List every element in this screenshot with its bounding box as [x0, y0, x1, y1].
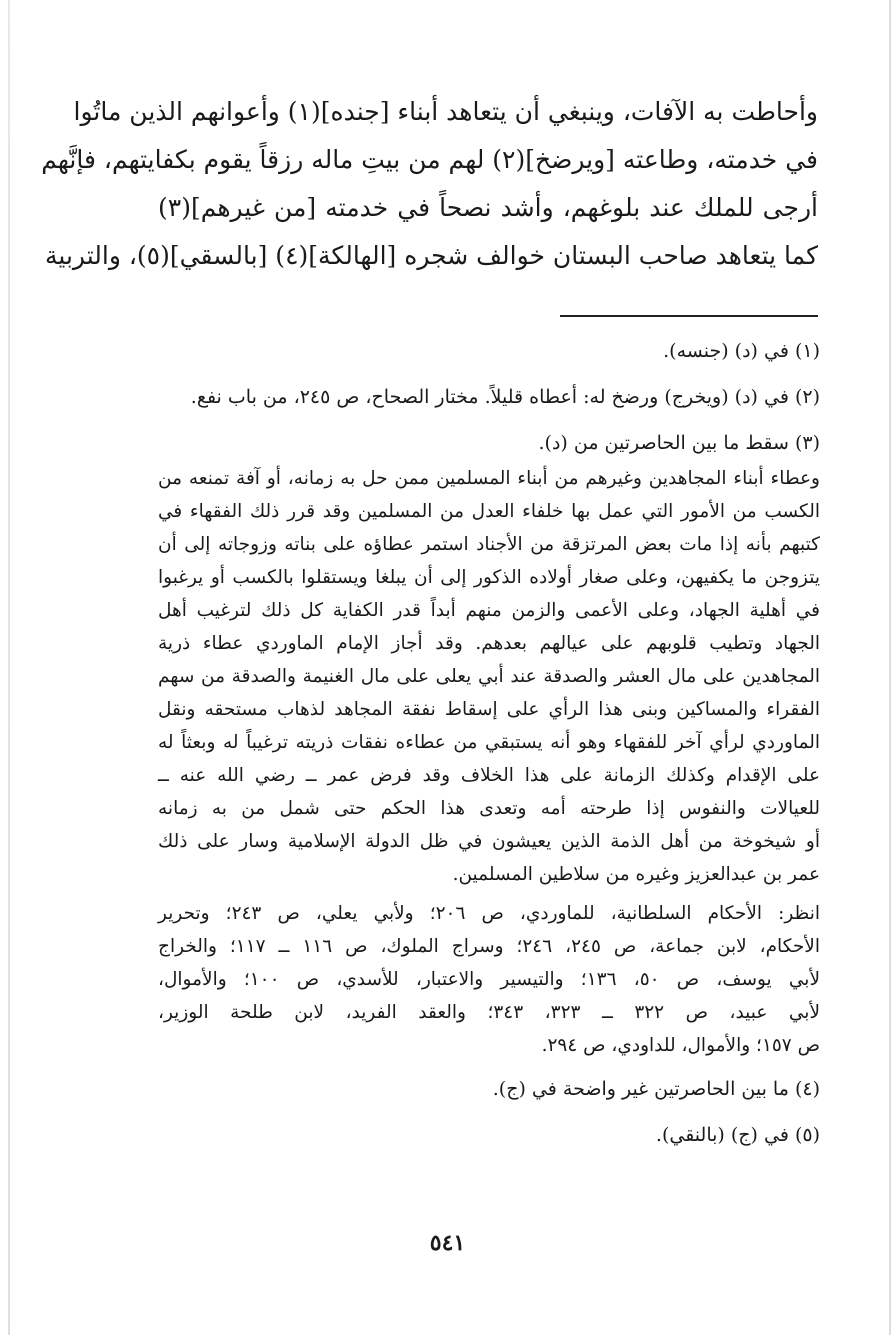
reference-line: ص ١٥٧؛ والأموال، للداودي، ص ٢٩٤.: [541, 1035, 820, 1056]
commentary-line: في أهلية الجهاد، وعلى الأعمى والزمن منهم أبداً قدر الكفاية كل ذلك لترغيب أهل: [158, 600, 820, 621]
reference-line: انظر: الأحكام السلطانية، للماوردي، ص ٢٠٦؛ ولأبي يعلي، ص ٢٤٣؛ وتحرير: [158, 903, 820, 924]
footnote-4: (٤) ما بين الحاصرتين غير واضحة في (ج).: [492, 1078, 820, 1100]
commentary-line: الفقراء والمساكين وبنى هذا الرأي على إسقاط نفقة المجاهد لذهاب مستحقه ونقل: [158, 699, 820, 720]
main-text-line: كما يتعاهد صاحب البستان خوالف شجره [الهالكة](٤) [بالسقي](٥)، والتربية: [45, 241, 818, 270]
commentary-line: وعطاء أبناء المجاهدين وغيرهم من أبناء المسلمين ممن حل به زمانه، أو آفة تمنعه من: [158, 468, 820, 489]
footnote-3-references: [158, 897, 820, 1062]
commentary-line: للعيالات والنفوس إذا طرحته أمه وتعدى هذا الحكم حتى شمل من به زمانه: [158, 798, 820, 819]
reference-line: لأبي يوسف، ص ٥٠، ١٣٦؛ والتيسير والاعتبار، للأسدي، ص ١٠٠؛ والأموال،: [158, 969, 821, 990]
footnote-5: (٥) في (ج) (بالنقي).: [655, 1124, 820, 1146]
main-text-line: في خدمته، وطاعته [ويرضخ](٢) لهم من بيتِ ماله رزقاً يقوم بكفايتهم، فإنَّهم: [41, 145, 818, 174]
commentary-line: الماوردي لرأي آخر للفقهاء وهو أنه يستبقي من عطاءه نفقات ذريته ترغيباً له وبعثاً له: [158, 732, 820, 753]
footnote-separator: [560, 315, 818, 317]
footnote-1: (١) في (د) (جنسه).: [663, 340, 820, 362]
main-text-block: [41, 88, 818, 280]
main-text-line: وأحاطت به الآفات، وينبغي أن يتعاهد أبناء [جنده](١) وأعوانهم الذين ماتُوا: [73, 97, 818, 126]
page-edge-right: [889, 0, 891, 1335]
page-number: ٥٤١: [429, 1230, 466, 1256]
page-edge-left: [8, 0, 10, 1335]
reference-line: لأبي عبيد، ص ٣٢٢ ــ ٣٢٣، ٣٤٣؛ والعقد الفريد، لابن طلحة الوزير،: [158, 1002, 820, 1023]
footnote-3: (٣) سقط ما بين الحاصرتين من (د).: [538, 432, 820, 454]
footnote-2: (٢) في (د) (ويخرج) ورضخ له: أعطاه قليلاً. مختار الصحاح، ص ٢٤٥، من باب نفع.: [190, 386, 820, 408]
commentary-line: يتزوجن ما يكفيهن، وعلى صغار أولاده الذكور إلى أن يبلغا ويستقلوا بالكسب أو يرغبوا: [158, 567, 820, 588]
footnote-3-commentary: [158, 462, 820, 891]
reference-line: الأحكام، لابن جماعة، ص ٢٤٥، ٢٤٦؛ وسراج الملوك، ص ١١٦ ــ ١١٧؛ والخراج: [158, 936, 821, 957]
commentary-line: أو شيخوخة من أهل الذمة الذين يعيشون في ظل الدولة الإسلامية وسار على ذلك: [158, 831, 820, 852]
commentary-line: الجهاد وتطيب قلوبهم على عيالهم بعدهم. وقد أجاز الإمام الماوردي عطاء ذرية: [158, 633, 820, 654]
commentary-line: الكسب من الأمور التي عمل بها خلفاء العدل من المسلمين وقد قرر ذلك الفقهاء في: [158, 501, 820, 522]
footnotes-block: [158, 332, 820, 1154]
commentary-line: المجاهدين على مال العشر والصدقة عند أبي يعلى على مال الغنيمة والصدقة من سهم: [158, 666, 820, 687]
main-text-line: أرجى للملك عند بلوغهم، وأشد نصحاً في خدمته [من غيرهم](٣): [158, 193, 818, 222]
commentary-line: كتبهم بأنه إذا مات بعض المرتزقة من الأجناد استمر عطاؤه على بناته وزوجاته إلى أن: [158, 534, 820, 555]
commentary-line: على الإقدام وكذلك الزمانة على هذا الخلاف وقد فرض عمر ــ رضي الله عنه ــ: [158, 765, 820, 786]
commentary-line: عمر بن عبدالعزيز وغيره من سلاطين المسلمين.: [452, 864, 820, 885]
